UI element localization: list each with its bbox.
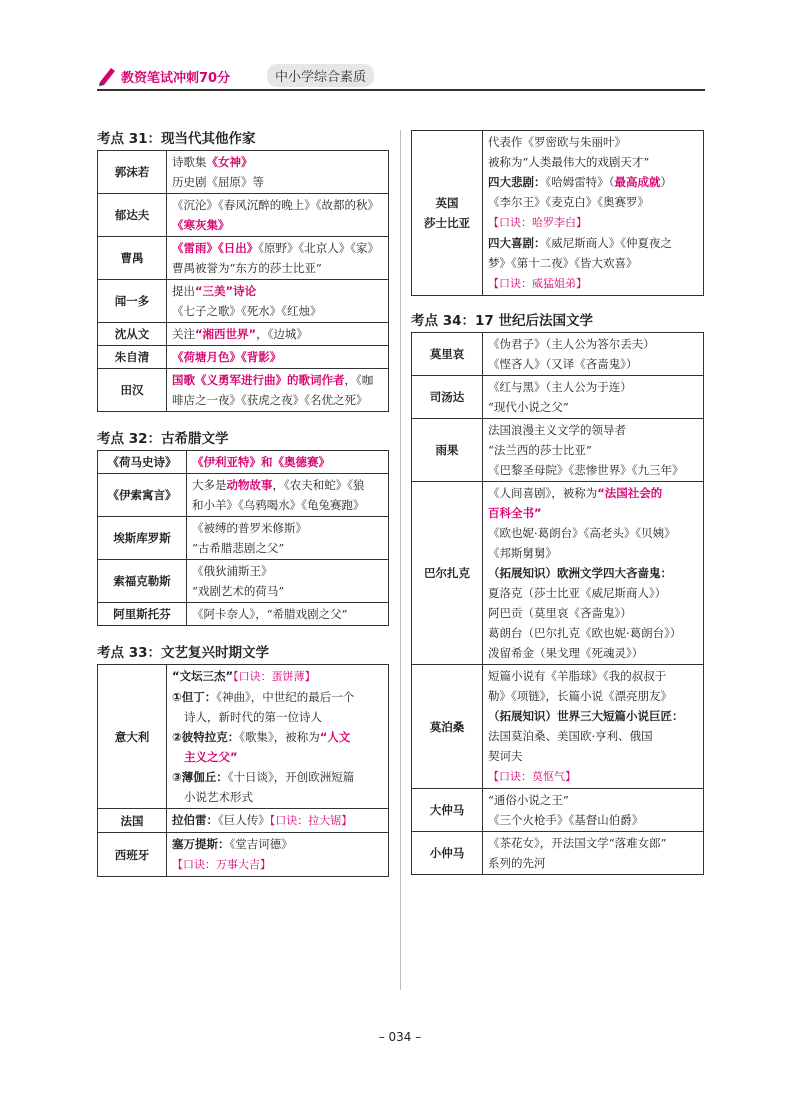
- table-33: [97, 664, 389, 877]
- section-34-title: 考点 34：17 世纪后法国文学: [411, 313, 593, 329]
- author-cell: 郁达夫: [98, 194, 167, 237]
- author-cell: 司汤达: [412, 376, 483, 419]
- author-cell: 阿里斯托芬: [98, 603, 187, 626]
- content-cell: 《伪君子》（主人公为答尔丢夫） 《悭吝人》（又译《吝啬鬼》）: [483, 333, 704, 376]
- author-cell: 曹禺: [98, 237, 167, 280]
- content-cell: 《阿卡奈人》，“希腊戏剧之父”: [187, 603, 389, 626]
- table-34: [411, 332, 704, 875]
- author-cell: 田汉: [98, 369, 167, 412]
- content-cell: 《被缚的普罗米修斯》 “古希腊悲剧之父”: [187, 517, 389, 560]
- table-row: [98, 517, 389, 560]
- table-row: [98, 194, 389, 237]
- section-33-title: 考点 33：文艺复兴时期文学: [97, 645, 269, 661]
- column-divider: [400, 130, 401, 990]
- table-row: [412, 789, 704, 832]
- author-cell: 《荷马史诗》: [98, 451, 187, 474]
- table-row: [98, 603, 389, 626]
- content-cell: “通俗小说之王” 《三个火枪手》《基督山伯爵》: [483, 789, 704, 832]
- country-cell: 法国: [98, 809, 167, 833]
- header-rule: [97, 89, 705, 91]
- table-row: [412, 482, 704, 665]
- table-row: [98, 237, 389, 280]
- table-row: [98, 560, 389, 603]
- table-row: [98, 474, 389, 517]
- content-cell: 《沉沦》《春风沉醉的晚上》《故都的秋》 《寒灰集》: [167, 194, 389, 237]
- author-cell: 朱自清: [98, 346, 167, 369]
- content-cell: 国歌《义勇军进行曲》的歌词作者，《咖 啡店之一夜》《获虎之夜》《名优之死》: [167, 369, 389, 412]
- section-32-title: 考点 32：古希腊文学: [97, 431, 229, 447]
- pencil-icon: [97, 64, 117, 86]
- book-title: 教资笔试冲刺70分: [121, 71, 231, 86]
- table-row: [98, 833, 389, 877]
- author-cell: 闻一多: [98, 280, 167, 323]
- table-row: [412, 665, 704, 789]
- content-cell: 《人间喜剧》，被称为“法国社会的 百科全书” 《欧也妮·葛朗台》《高老头》《贝姨》 《邦斯舅舅》 （拓展知识）欧洲文学四大吝啬鬼： 夏洛克（莎士比亚《威尼斯商人》） 阿巴贡（莫里哀《吝啬鬼》） 葛朗台（巴尔扎克《欧也妮·葛朗台》） 泼留希金（果戈理《死魂灵》）: [483, 482, 704, 665]
- author-cell: 雨果: [412, 419, 483, 482]
- country-cell: 意大利: [98, 665, 167, 809]
- country-cell: 西班牙: [98, 833, 167, 877]
- right-column: [411, 130, 704, 875]
- author-cell: 郭沫若: [98, 151, 167, 194]
- author-cell: 英国 莎士比亚: [412, 131, 483, 296]
- page-number: – 034 –: [378, 1030, 422, 1044]
- content-cell: 《伊利亚特》和《奥德赛》: [187, 451, 389, 474]
- content-cell: 《雷雨》《日出》《原野》《北京人》《家》 曹禺被誉为“东方的莎士比亚”: [167, 237, 389, 280]
- content-cell: 诗歌集《女神》 历史剧《屈原》等: [167, 151, 389, 194]
- author-cell: 大仲马: [412, 789, 483, 832]
- table-row: [412, 333, 704, 376]
- author-cell: 莫里哀: [412, 333, 483, 376]
- table-row: [98, 665, 389, 809]
- table-row: [412, 832, 704, 875]
- table-row: [98, 323, 389, 346]
- table-row: [412, 131, 704, 296]
- content-cell: 短篇小说有《羊脂球》《我的叔叔于 勒》《项链》，长篇小说《漂亮朋友》 （拓展知识）世界三大短篇小说巨匠： 法国莫泊桑、美国欧·亨利、俄国 契诃夫 【口诀：莫怄气】: [483, 665, 704, 789]
- table-row: [98, 151, 389, 194]
- content-cell: 《俄狄浦斯王》 “戏剧艺术的荷马”: [187, 560, 389, 603]
- table-31: [97, 150, 389, 412]
- left-column: [97, 128, 389, 877]
- content-cell: 塞万提斯：《堂吉诃德》 【口诀：万事大吉】: [167, 833, 389, 877]
- table-row: [98, 280, 389, 323]
- author-cell: 《伊索寓言》: [98, 474, 187, 517]
- content-cell: 大多是动物故事，《农夫和蛇》《狼 和小羊》《乌鸦喝水》《龟兔赛跑》: [187, 474, 389, 517]
- author-cell: 埃斯库罗斯: [98, 517, 187, 560]
- table-shakespeare: [411, 130, 704, 296]
- section-31-title: 考点 31：现当代其他作家: [97, 131, 256, 147]
- author-cell: 小仲马: [412, 832, 483, 875]
- table-row: [98, 369, 389, 412]
- content-cell: “文坛三杰”【口诀：蛋饼薄】 ①但丁：《神曲》，中世纪的最后一个 诗人，新时代的第一位诗人 ②彼特拉克：《歌集》，被称为“人文 主义之父” ③薄伽丘：《十日谈》，开创欧洲短篇 小说艺术形式: [167, 665, 389, 809]
- table-row: [412, 419, 704, 482]
- table-32: [97, 450, 389, 626]
- content-cell: 法国浪漫主义文学的领导者 “法兰西的莎士比亚” 《巴黎圣母院》《悲惨世界》《九三年》: [483, 419, 704, 482]
- content-cell: 《荷塘月色》《背影》: [167, 346, 389, 369]
- page-header: [97, 62, 705, 92]
- author-cell: 巴尔扎克: [412, 482, 483, 665]
- content-cell: 提出“三美”诗论 《七子之歌》《死水》《红烛》: [167, 280, 389, 323]
- subject-badge: 中小学综合素质: [267, 64, 374, 87]
- content-cell: 拉伯雷：《巨人传》【口诀：拉大锯】: [167, 809, 389, 833]
- table-row: [98, 451, 389, 474]
- table-row: [98, 809, 389, 833]
- table-row: [412, 376, 704, 419]
- author-cell: 莫泊桑: [412, 665, 483, 789]
- content-cell: 《红与黑》（主人公为于连） “现代小说之父”: [483, 376, 704, 419]
- table-row: [98, 346, 389, 369]
- author-cell: 沈从文: [98, 323, 167, 346]
- content-cell: 代表作《罗密欧与朱丽叶》 被称为“人类最伟大的戏剧天才” 四大悲剧：《哈姆雷特》（最高成就） 《李尔王》《麦克白》《奥赛罗》 【口诀：哈罗李白】 四大喜剧：《威尼斯商人》《仲夏夜之 梦》《第十二夜》《皆大欢喜》 【口诀：威猛姐弟】: [483, 131, 704, 296]
- content-cell: 关注“湘西世界”，《边城》: [167, 323, 389, 346]
- author-cell: 索福克勒斯: [98, 560, 187, 603]
- content-cell: 《茶花女》，开法国文学“落难女郎” 系列的先河: [483, 832, 704, 875]
